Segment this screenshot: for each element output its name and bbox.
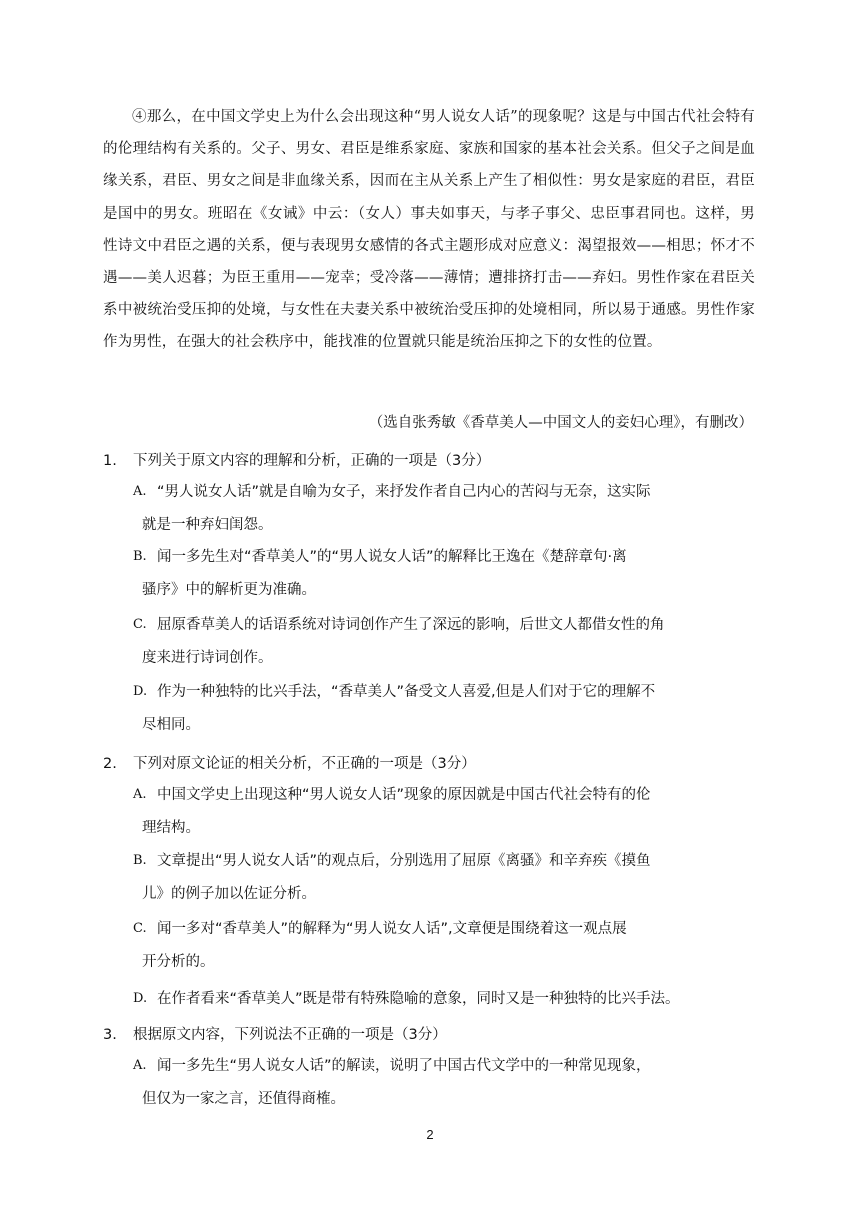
question-stem: 下列关于原文内容的理解和分析，正确的一项是（3分） [133,453,491,469]
q1-option-a [133,476,688,541]
option-letter: D. [133,684,148,699]
q1-option-c [133,609,688,674]
option-letter: A. [133,484,147,499]
option-letter: B. [133,853,147,868]
option-letter: A. [133,787,147,802]
option-line-2: 儿》的例子加以佐证分析。 [142,885,316,902]
question-number: 2. [103,756,117,772]
option-line-1: 在作者看来“香草美人”既是带有特殊隐喻的意象，同时又是一种独特的比兴手法。 [157,991,680,1007]
option-line-1: 屈原香草美人的话语系统对诗词创作产生了深远的影响，后世文人都借女性的角 [157,617,665,633]
question-1 [103,449,490,470]
option-letter: D. [133,991,148,1006]
option-line-2: 但仅为一家之言，还值得商榷。 [142,1090,345,1107]
option-line-1: 作为一种独特的比兴手法，“香草美人”备受文人喜爱,但是人们对于它的理解不 [157,684,656,700]
option-letter: C. [133,617,147,632]
q2-option-c [133,913,688,978]
option-line-2: 骚序》中的解析更为准确。 [142,581,316,598]
option-line-1: 闻一多先生对“香草美人”的“男人说女人话”的解释比王逸在《楚辞章句·离 [157,549,627,565]
option-line-2: 度来进行诗词创作。 [142,649,273,666]
option-letter: A. [133,1058,147,1073]
option-line-1: 闻一多先生“男人说女人话”的解读，说明了中国古代文学中的一种常见现象， [157,1058,651,1074]
option-line-1: 中国文学史上出现这种“男人说女人话”现象的原因就是中国古代社会特有的伦 [157,787,651,803]
question-number: 3. [103,1027,117,1043]
option-line-2: 开分析的。 [142,953,215,970]
option-line-2: 就是一种弃妇闺怨。 [142,516,273,533]
question-stem: 根据原文内容，下列说法不正确的一项是（3分） [133,1027,447,1043]
page-number: 2 [426,1127,434,1142]
q1-option-d [133,676,688,741]
q1-option-b [133,541,688,606]
option-letter: C. [133,921,147,936]
passage-paragraph: ④那么，在中国文学史上为什么会出现这种“男人说女人话”的现象呢？这是与中国古代社会特有的伦理结构有关系的。父子、男女、君臣是维系家庭、家族和国家的基本社会关系。但父子之间是血缘关系，君臣、男女之间是非血缘关系，因而在主从关系上产生了相似性：男女是家庭的君臣，君臣是国中的男女。班昭在《女诫》中云：（女人）事夫如事天，与孝子事父、忠臣事君同也。这样，男性诗文中君臣之遇的关系，便与表现男女感情的各式主题形成对应意义：渴望报效——相思；怀才不遇——美人迟暮；为臣王重用——宠幸；受冷落——薄情；遭排挤打击——弃妇。男性作家在君臣关系中被统治受压抑的处境，与女性在夫妻关系中被统治受压抑的处境相同，所以易于通感。男性作家作为男性，在强大的社会秩序中，能找准的位置就只能是统治压抑之下的女性的位置。 [103,109,755,351]
option-line-1: 文章提出“男人说女人话”的观点后，分别选用了屈原《离骚》和辛弃疾《摸鱼 [157,853,651,869]
question-stem: 下列对原文论证的相关分析，不正确的一项是（3分） [133,756,476,772]
option-line-1: “男人说女人话”就是自喻为女子，来抒发作者自己内心的苦闷与无奈，这实际 [157,484,651,500]
question-3 [103,1023,447,1044]
q2-option-a [133,779,688,844]
option-letter: B. [133,549,147,564]
passage-source: （选自张秀敏《香草美人—中国文人的妾妇心理》，有删改） [368,415,753,431]
option-line-2: 理结构。 [142,819,200,836]
option-line-2: 尽相同。 [142,716,200,733]
question-2 [103,752,476,773]
question-number: 1. [103,453,117,469]
q2-option-d [133,983,713,1016]
q2-option-b [133,845,688,910]
option-line-1: 闻一多对“香草美人”的解释为“男人说女人话”,文章便是围绕着这一观点展 [157,921,627,937]
q3-option-a [133,1050,688,1115]
